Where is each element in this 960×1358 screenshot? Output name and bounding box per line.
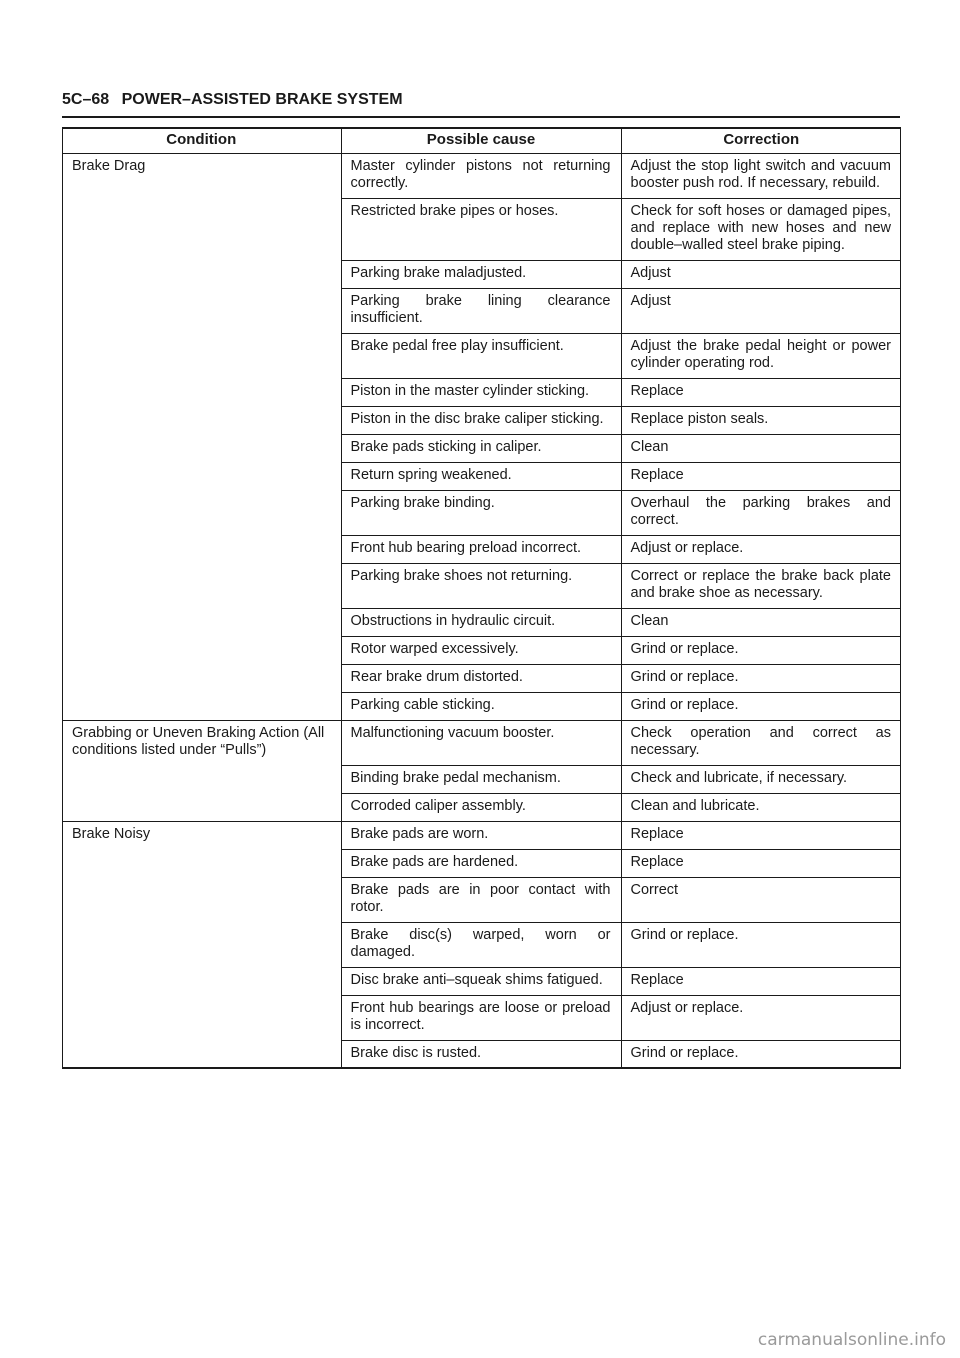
correction-cell: Replace — [621, 822, 901, 850]
correction-cell: Replace — [621, 968, 901, 996]
possible-cause-cell: Parking brake maladjusted. — [341, 261, 621, 289]
correction-cell: Replace — [621, 379, 901, 407]
watermark: carmanualsonline.info — [757, 1330, 946, 1350]
correction-cell: Grind or replace. — [621, 923, 901, 968]
correction-cell: Check for soft hoses or damaged pipes, and replace with new hoses and new double–walled steel brake piping. — [621, 199, 901, 261]
possible-cause-cell: Obstructions in hydraulic circuit. — [341, 609, 621, 637]
possible-cause-cell: Malfunctioning vacuum booster. — [341, 721, 621, 766]
possible-cause-cell: Front hub bearing preload incorrect. — [341, 536, 621, 564]
correction-cell: Overhaul the parking brakes and correct. — [621, 491, 901, 536]
possible-cause-cell: Parking cable sticking. — [341, 693, 621, 721]
possible-cause-cell: Brake pads sticking in caliper. — [341, 435, 621, 463]
correction-cell: Grind or replace. — [621, 1041, 901, 1069]
table-row — [62, 154, 901, 199]
column-header-possible-cause: Possible cause — [341, 127, 621, 154]
correction-cell: Adjust — [621, 289, 901, 334]
correction-cell: Adjust the stop light switch and vacuum booster push rod. If necessary, rebuild. — [621, 154, 901, 199]
correction-cell: Check operation and correct as necessary. — [621, 721, 901, 766]
possible-cause-cell: Brake pads are hardened. — [341, 850, 621, 878]
possible-cause-cell: Master cylinder pistons not returning correctly. — [341, 154, 621, 199]
correction-cell: Clean and lubricate. — [621, 794, 901, 822]
possible-cause-cell: Brake pads are in poor contact with rotor. — [341, 878, 621, 923]
section-title: POWER–ASSISTED BRAKE SYSTEM — [121, 91, 403, 108]
correction-cell: Clean — [621, 435, 901, 463]
possible-cause-cell: Restricted brake pipes or hoses. — [341, 199, 621, 261]
possible-cause-cell: Front hub bearings are loose or preload is incorrect. — [341, 996, 621, 1041]
condition-cell: Brake Noisy — [62, 822, 341, 1069]
possible-cause-cell: Parking brake lining clearance insufficient. — [341, 289, 621, 334]
page-header — [62, 91, 403, 109]
header-rule — [62, 116, 900, 118]
possible-cause-cell: Brake pads are worn. — [341, 822, 621, 850]
possible-cause-cell: Brake disc is rusted. — [341, 1041, 621, 1069]
possible-cause-cell: Brake pedal free play insufficient. — [341, 334, 621, 379]
correction-cell: Replace — [621, 463, 901, 491]
possible-cause-cell: Binding brake pedal mechanism. — [341, 766, 621, 794]
correction-cell: Replace piston seals. — [621, 407, 901, 435]
table-row — [62, 822, 901, 850]
condition-cell: Grabbing or Uneven Braking Action (All conditions listed under “Pulls”) — [62, 721, 341, 822]
possible-cause-cell: Piston in the master cylinder sticking. — [341, 379, 621, 407]
troubleshooting-table — [62, 127, 901, 1068]
correction-cell: Grind or replace. — [621, 665, 901, 693]
section-number: 5C–68 — [62, 91, 110, 108]
possible-cause-cell: Corroded caliper assembly. — [341, 794, 621, 822]
correction-cell: Correct — [621, 878, 901, 923]
condition-cell: Brake Drag — [72, 158, 146, 174]
possible-cause-cell: Piston in the disc brake caliper sticking. — [341, 407, 621, 435]
table-body — [62, 154, 901, 1069]
correction-cell: Adjust or replace. — [621, 996, 901, 1041]
correction-cell: Adjust the brake pedal height or power cylinder operating rod. — [621, 334, 901, 379]
correction-cell: Grind or replace. — [621, 693, 901, 721]
table-header-row — [62, 127, 901, 154]
possible-cause-cell: Brake disc(s) warped, worn or damaged. — [341, 923, 621, 968]
possible-cause-cell: Parking brake binding. — [341, 491, 621, 536]
correction-cell: Clean — [621, 609, 901, 637]
possible-cause-cell: Parking brake shoes not returning. — [341, 564, 621, 609]
column-header-correction: Correction — [621, 127, 901, 154]
possible-cause-cell: Disc brake anti–squeak shims fatigued. — [341, 968, 621, 996]
correction-cell: Adjust — [621, 261, 901, 289]
possible-cause-cell: Return spring weakened. — [341, 463, 621, 491]
possible-cause-cell: Rotor warped excessively. — [341, 637, 621, 665]
correction-cell: Replace — [621, 850, 901, 878]
column-header-condition: Condition — [62, 127, 341, 154]
possible-cause-cell: Rear brake drum distorted. — [341, 665, 621, 693]
correction-cell: Correct or replace the brake back plate and brake shoe as necessary. — [621, 564, 901, 609]
correction-cell: Adjust or replace. — [621, 536, 901, 564]
correction-cell: Check and lubricate, if necessary. — [621, 766, 901, 794]
correction-cell: Grind or replace. — [621, 637, 901, 665]
table-row — [62, 721, 901, 766]
